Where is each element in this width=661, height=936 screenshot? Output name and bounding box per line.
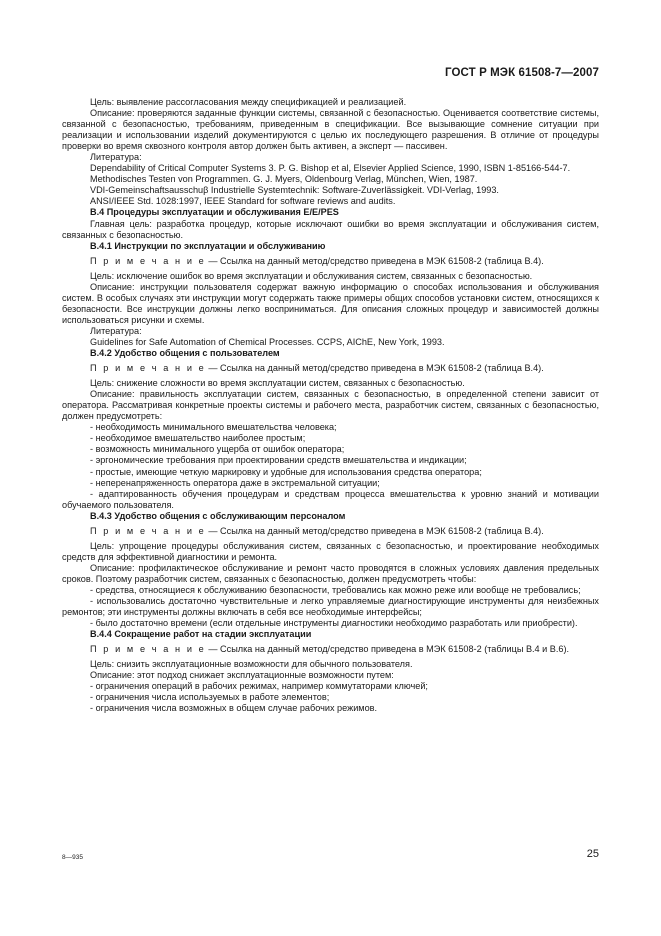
page-number: 25 [586, 848, 599, 860]
note-label: П р и м е ч а н и е [90, 255, 206, 266]
note-text: — Ссылка на данный метод/средство приведена в МЭК 61508-2 (таблица B.4). [208, 255, 544, 266]
list-item: - возможность минимального ущерба от ошибок оператора; [90, 444, 345, 455]
note [62, 363, 599, 374]
paragraph: Главная цель: разработка процедур, которые исключают ошибки во время эксплуатации и обслуживания систем, связанных с безопасностью. [62, 218, 599, 240]
list-item: - необходимость минимального вмешательства человека; [90, 422, 337, 433]
section-heading: B.4.3 Удобство общения с обслуживающим персоналом [90, 510, 346, 521]
print-code: 8—935 [62, 854, 83, 861]
paragraph: Цель: снижение сложности во время эксплуатации систем, связанных с безопасностью. [90, 378, 465, 389]
list-item: - адаптированность обучения процедурам и средствам процесса вмешательства к уровню знаний и мотивации обучаемого пользователя. [62, 488, 599, 510]
note-text: — Ссылка на данный метод/средство приведена в МЭК 61508-2 (таблица B.4). [208, 525, 544, 536]
list-item: - ограничения числа возможных в общем случае рабочих режимов. [90, 703, 378, 714]
list-item: - было достаточно времени (если отдельные инструменты диагностики необходимо разработать или приобрести). [90, 618, 578, 629]
list-item: - необходимое вмешательство наиболее простым; [90, 433, 306, 444]
section-heading: B.4.1 Инструкции по эксплуатации и обслуживанию [90, 240, 326, 251]
note-label: П р и м е ч а н и е [90, 525, 206, 536]
section-heading: B.4.4 Сокращение работ на стадии эксплуатации [90, 629, 312, 640]
note [62, 526, 599, 537]
paragraph: Цель: упрощение процедуры обслуживания систем, связанных с безопасностью, и проектирование необходимых средств для эффективной диагностики и ремонта. [62, 540, 599, 562]
paragraph: Описание: правильность эксплуатации систем, связанных с безопасностью, в определенной степени зависит от оператора. Рассматривая конкретные проекты системы и рабочего места, разработчик систем, связанных с безопасностью, должен предусмотреть: [62, 389, 599, 422]
list-item: - ограничения операций в рабочих режимах, например коммутаторами ключей; [90, 681, 428, 692]
list-item: - простые, имеющие четкую маркировку и удобные для использования средства оператора; [90, 466, 482, 477]
page-body [62, 97, 599, 714]
paragraph: Литература: [90, 325, 142, 336]
paragraph: Литература: [90, 152, 142, 163]
list-item: - использовались достаточно чувствительные и легко управляемые диагностирующие инструменты для неизбежных ремонтов; эти инструменты должны включать в себя все необходимые интерфейсы; [62, 596, 599, 618]
section-heading: B.4.2 Удобство общения с пользователем [90, 348, 280, 359]
note [62, 256, 599, 267]
reference-item: VDI-Gemeinschaftsausschuβ Industrielle Systemtechnik: Software-Zuverlässigkeit. VDI-Verlag, 1993. [90, 185, 499, 196]
reference-item: Methodisches Testen von Programmen. G. J. Myers, Oldenbourg Verlag, München, Wien, 1987. [90, 174, 478, 185]
list-item: - средства, относящиеся к обслуживанию безопасности, требовались как можно реже или вообще не требовались; [90, 584, 581, 595]
paragraph: Описание: инструкции пользователя содержат важную информацию о способах использования и обслуживания систем. В особых случаях эти инструкции могут содержать также примеры общих способов установки систем, относящихся к безопасности. Все инструкции должны легко восприниматься. Для описания сложных процедур и зависимостей должны использоваться рисунки и схемы. [62, 281, 599, 325]
paragraph: Описание: этот подход снижает эксплуатационные возможности путем: [90, 670, 394, 681]
document-header: ГОСТ Р МЭК 61508-7—2007 [445, 67, 599, 79]
list-item: - неперенапряженность оператора даже в экстремальной ситуации; [90, 477, 380, 488]
reference-item: Guidelines for Safe Automation of Chemical Processes. CCPS, AIChE, New York, 1993. [90, 336, 445, 347]
reference-item: Dependability of Critical Computer Systems 3. P. G. Bishop et al, Elsevier Applied Science, 1990, ISBN 1-85166-544-7. [90, 163, 571, 174]
list-item: - ограничения числа используемых в работе элементов; [90, 692, 330, 703]
list-item: - эргономические требования при проектировании средств вмешательства и индикации; [90, 455, 467, 466]
paragraph: Цель: выявление рассогласования между спецификацией и реализацией. [90, 97, 407, 107]
reference-item: ANSI/IEEE Std. 1028:1997, IEEE Standard for software reviews and audits. [90, 196, 396, 207]
paragraph: Цель: исключение ошибок во время эксплуатации и обслуживания систем, связанных с безопасностью. [90, 270, 533, 281]
note-text: — Ссылка на данный метод/средство приведена в МЭК 61508-2 (таблица B.4). [208, 363, 544, 374]
paragraph: Цель: снизить эксплуатационные возможности для обычного пользователя. [90, 659, 413, 670]
note [62, 644, 599, 655]
paragraph: Описание: профилактическое обслуживание и ремонт часто проводятся в сложных условиях давления предельных сроков. Поэтому разработчик систем, связанных с безопасностью, должен предусмотреть чтобы: [62, 562, 599, 584]
paragraph: Описание: проверяются заданные функции системы, связанной с безопасностью. Оценивается соответствие системы, связанной с безопасностью, требованиям, приведенным в спецификации. Все вызывающие сомнение ситуации при реализации и использовании изделий документируются с целью их последующего разрешения. В отличие от процедуры проверки во время сквозного контроля автор должен быть активен, а эксперт — пассивен. [62, 108, 599, 152]
note-label: П р и м е ч а н и е [90, 644, 206, 655]
note-text: — Ссылка на данный метод/средство приведена в МЭК 61508-2 (таблицы B.4 и B.6). [208, 644, 570, 655]
section-heading: B.4 Процедуры эксплуатации и обслуживания E/E/PES [90, 207, 339, 218]
note-label: П р и м е ч а н и е [90, 363, 206, 374]
